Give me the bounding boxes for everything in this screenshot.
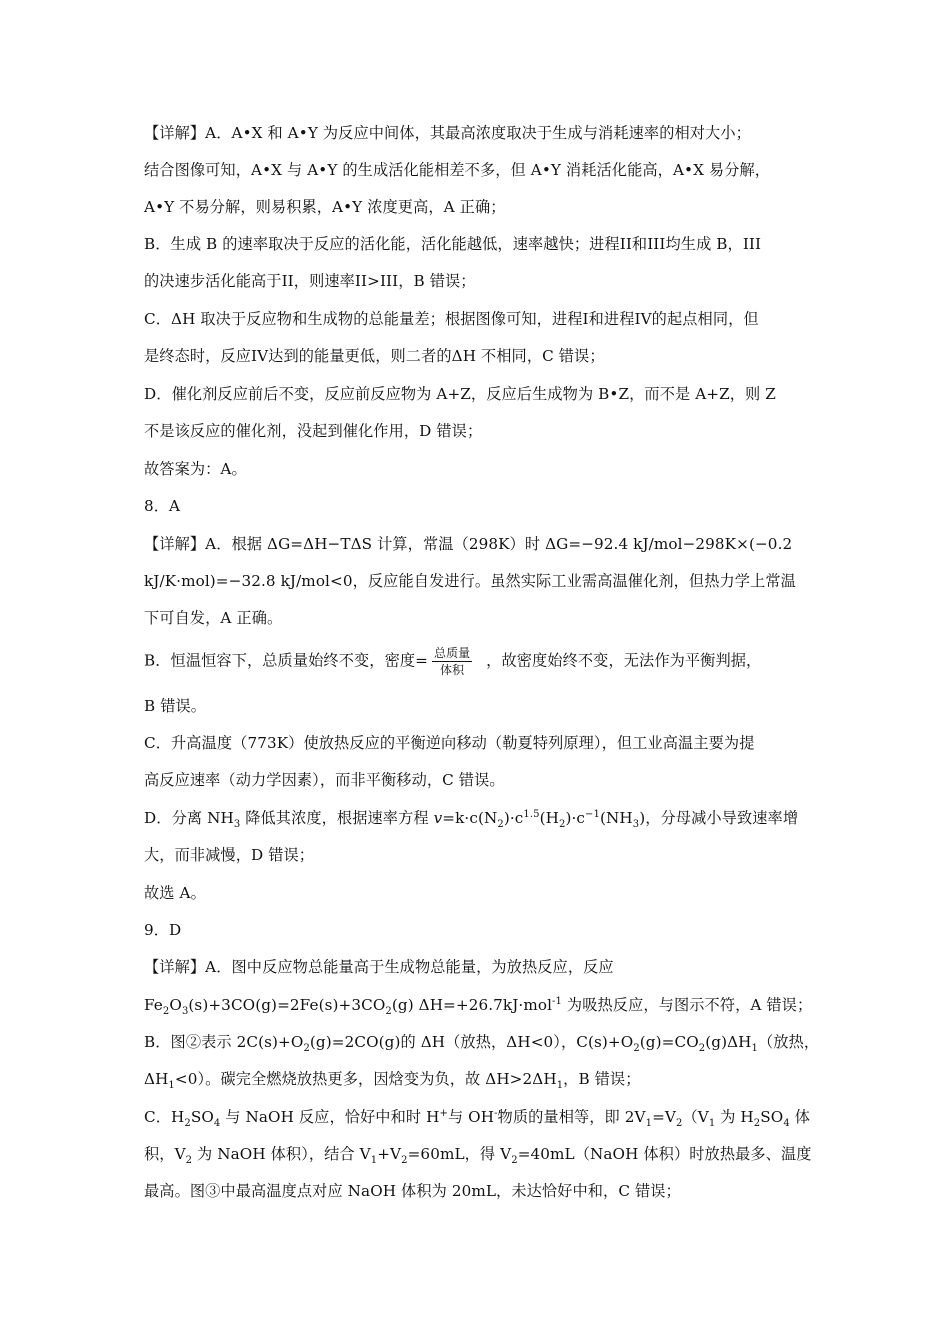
q8-line-4-text-a: B．恒温恒容下，总质量始终不变，密度= bbox=[144, 651, 428, 670]
q9-line-4 bbox=[144, 1069, 814, 1092]
q9-l2-b: O bbox=[169, 996, 182, 1014]
q9-l6-e: =40mL（NaOH 体积）时放热最多、温度 bbox=[517, 1145, 812, 1163]
q8-header: 8．A bbox=[144, 497, 181, 515]
fraction-denominator: 体积 bbox=[440, 663, 465, 677]
q7-line-2: 结合图像可知，A•X 与 A•Y 的生成活化能相差不多，但 A•Y 消耗活化能高，A•X 易分解， bbox=[144, 161, 771, 179]
q9-l2-d: (g) ΔH=+26.7kJ·mol bbox=[391, 996, 553, 1014]
q9-l3-d: (g)ΔH bbox=[705, 1033, 752, 1051]
q8-l8-c: =k·c(N bbox=[442, 809, 498, 827]
q8-l8-sup2: −1 bbox=[585, 808, 600, 820]
q8-l8-h: )，分母减小导致速率增 bbox=[639, 809, 799, 827]
q8-line-7: 高反应速率（动力学因素），而非平衡移动，C 错误。 bbox=[144, 771, 505, 789]
q9-l5-c: 与 NaOH 反应，恰好中和时 H bbox=[220, 1108, 440, 1126]
q7-line-6: C．ΔH 取决于反应物和生成物的总能量差；根据图像可知，进程I和进程IV的起点相同，但 bbox=[144, 310, 759, 328]
q9-l6-d: =60mL，得 V bbox=[407, 1145, 512, 1163]
q9-l2-s3: 2 bbox=[385, 1006, 392, 1018]
q8-l8-sub4: 3 bbox=[632, 819, 640, 831]
q9-l5-s6: 2 bbox=[753, 1118, 761, 1130]
q8-l8-v: v bbox=[433, 809, 443, 827]
q9-l3-e: （放热， bbox=[758, 1033, 820, 1051]
q9-l4-s2: 1 bbox=[556, 1080, 564, 1092]
q9-l2-e: 为吸热反应，与图示不符，A 错误； bbox=[562, 996, 813, 1014]
q9-l6-a: 积，V bbox=[144, 1145, 186, 1163]
q9-l4-s1: 1 bbox=[168, 1080, 175, 1092]
q9-l5-s1: 2 bbox=[184, 1118, 191, 1130]
q8-l8-b: 降低其浓度，根据速率方程 bbox=[240, 809, 434, 827]
q9-l4-a: ΔH bbox=[144, 1070, 169, 1088]
q8-line-4-text-b: ，故密度始终不变，无法作为平衡判据， bbox=[486, 651, 762, 670]
q7-line-4: B．生成 B 的速率取决于反应的活化能，活化能越低，速率越快；进程II和III均生成 B，III bbox=[144, 235, 762, 253]
q9-l5-j: 体 bbox=[789, 1108, 810, 1126]
q9-l2-a: Fe bbox=[144, 996, 163, 1014]
q9-l5-s2: 4 bbox=[213, 1118, 221, 1130]
q8-line-8 bbox=[144, 808, 814, 831]
q9-l5-e: 物质的量相等，即 2V bbox=[497, 1108, 646, 1126]
q9-l5-a: C．H bbox=[144, 1108, 185, 1126]
q9-l4-b: <0）。碳完全燃烧放热更多，因焓变为负，故 ΔH>2ΔH bbox=[174, 1070, 557, 1088]
q9-l3-b: (g)=2CO(g)的 ΔH（放热，ΔH<0），C(s)+O bbox=[309, 1033, 634, 1051]
q9-l5-s4: 2 bbox=[675, 1118, 683, 1130]
q9-line-2 bbox=[144, 995, 814, 1018]
q8-l8-f: )·c bbox=[565, 809, 586, 827]
q9-l3-c: (g)=CO bbox=[639, 1033, 699, 1051]
q9-l6-s2: 1 bbox=[370, 1155, 378, 1167]
q9-l5-sup2: - bbox=[494, 1107, 498, 1119]
q8-line-6: C．升高温度（773K）使放热反应的平衡逆向移动（勒夏特列原理），但工业高温主要为提 bbox=[144, 734, 755, 752]
q9-l6-b: 为 NaOH 体积），结合 V bbox=[192, 1145, 371, 1163]
q8-line-1: 【详解】A．根据 ΔG=ΔH−TΔS 计算，常温（298K）时 ΔG=−92.4 kJ/mol−298K×(−0.2 bbox=[144, 535, 793, 553]
q8-l8-a: D．分离 NH bbox=[144, 809, 234, 827]
q7-line-3: A•Y 不易分解，则易积累，A•Y 浓度更高，A 正确； bbox=[144, 198, 506, 216]
q9-l5-h: 为 H bbox=[715, 1108, 754, 1126]
q9-l5-g: （V bbox=[682, 1108, 709, 1126]
q8-l8-d: )·c bbox=[503, 809, 524, 827]
q7-line-9: 不是该反应的催化剂，没起到催化作用，D 错误； bbox=[144, 422, 483, 440]
q8-l8-e: (H bbox=[539, 809, 559, 827]
q8-line-4 bbox=[144, 645, 814, 678]
q9-l5-s3: 1 bbox=[645, 1118, 653, 1130]
q9-l3-s3: 2 bbox=[698, 1043, 706, 1055]
q9-l2-s1: 2 bbox=[162, 1006, 170, 1018]
q9-l4-c: ，B 错误； bbox=[563, 1070, 641, 1088]
fraction-numerator: 总质量 bbox=[433, 646, 471, 660]
q9-line-3 bbox=[144, 1032, 820, 1055]
q9-l5-s7: 4 bbox=[783, 1118, 790, 1130]
q9-l3-a: B．图②表示 2C(s)+O bbox=[144, 1033, 304, 1051]
q8-l8-sub3: 2 bbox=[558, 819, 566, 831]
q8-l8-sub1: 3 bbox=[233, 819, 241, 831]
q9-l2-c: (s)+3CO(g)=2Fe(s)+3CO bbox=[188, 996, 386, 1014]
q9-l6-s3: 2 bbox=[401, 1155, 408, 1167]
q7-line-5: 的决速步活化能高于II，则速率II>III，B 错误； bbox=[144, 272, 476, 290]
q8-line-5: B 错误。 bbox=[144, 697, 207, 715]
q9-l2-s2: 3 bbox=[181, 1006, 189, 1018]
q7-line-10: 故答案为：A。 bbox=[144, 460, 247, 478]
q8-l8-sup1: 1.5 bbox=[523, 808, 540, 820]
q9-line-5 bbox=[144, 1107, 814, 1130]
q9-l5-f: =V bbox=[652, 1108, 676, 1126]
q9-l5-i: SO bbox=[760, 1108, 784, 1126]
q9-l3-s2: 2 bbox=[633, 1043, 640, 1055]
q9-header: 9．D bbox=[144, 921, 182, 939]
q7-line-8: D．催化剂反应前后不变，反应前反应物为 A+Z，反应后生成物为 B•Z，而不是 A+Z，则 Z bbox=[144, 385, 776, 403]
q8-line-3: 下可自发，A 正确。 bbox=[144, 609, 283, 627]
q9-l5-b: SO bbox=[190, 1108, 214, 1126]
q7-line-7: 是终态时，反应IV达到的能量更低，则二者的ΔH 不相同，C 错误； bbox=[144, 347, 605, 365]
q9-l2-sup: -1 bbox=[552, 995, 562, 1007]
q9-l5-d: 与 OH bbox=[447, 1108, 495, 1126]
q9-l5-sup1: + bbox=[439, 1107, 448, 1119]
q8-line-2: kJ/K·mol)=−32.8 kJ/mol<0，反应能自发进行。虽然实际工业需高温催化剂，但热力学上常温 bbox=[144, 572, 796, 590]
density-fraction bbox=[432, 645, 472, 678]
q8-l8-sub2: 2 bbox=[497, 819, 504, 831]
q9-l6-c: +V bbox=[377, 1145, 402, 1163]
q8-line-9: 大，而非减慢，D 错误； bbox=[144, 846, 315, 864]
q9-line-7: 最高。图③中最高温度点对应 NaOH 体积为 20mL，未达恰好中和，C 错误； bbox=[144, 1182, 681, 1200]
q9-line-6 bbox=[144, 1144, 814, 1167]
q8-line-10: 故选 A。 bbox=[144, 884, 206, 902]
q8-l8-g: (NH bbox=[599, 809, 633, 827]
q9-l6-s1: 2 bbox=[185, 1155, 193, 1167]
q9-line-1: 【详解】A．图中反应物总能量高于生成物总能量，为放热反应，反应 bbox=[144, 958, 614, 976]
q7-line-1: 【详解】A．A•X 和 A•Y 为反应中间体，其最高浓度取决于生成与消耗速率的相对大小； bbox=[144, 124, 751, 142]
q9-l3-s4: 1 bbox=[751, 1043, 758, 1055]
q9-l5-s5: 1 bbox=[708, 1118, 716, 1130]
q9-l6-s4: 2 bbox=[511, 1155, 518, 1167]
q9-l3-s1: 2 bbox=[303, 1043, 310, 1055]
